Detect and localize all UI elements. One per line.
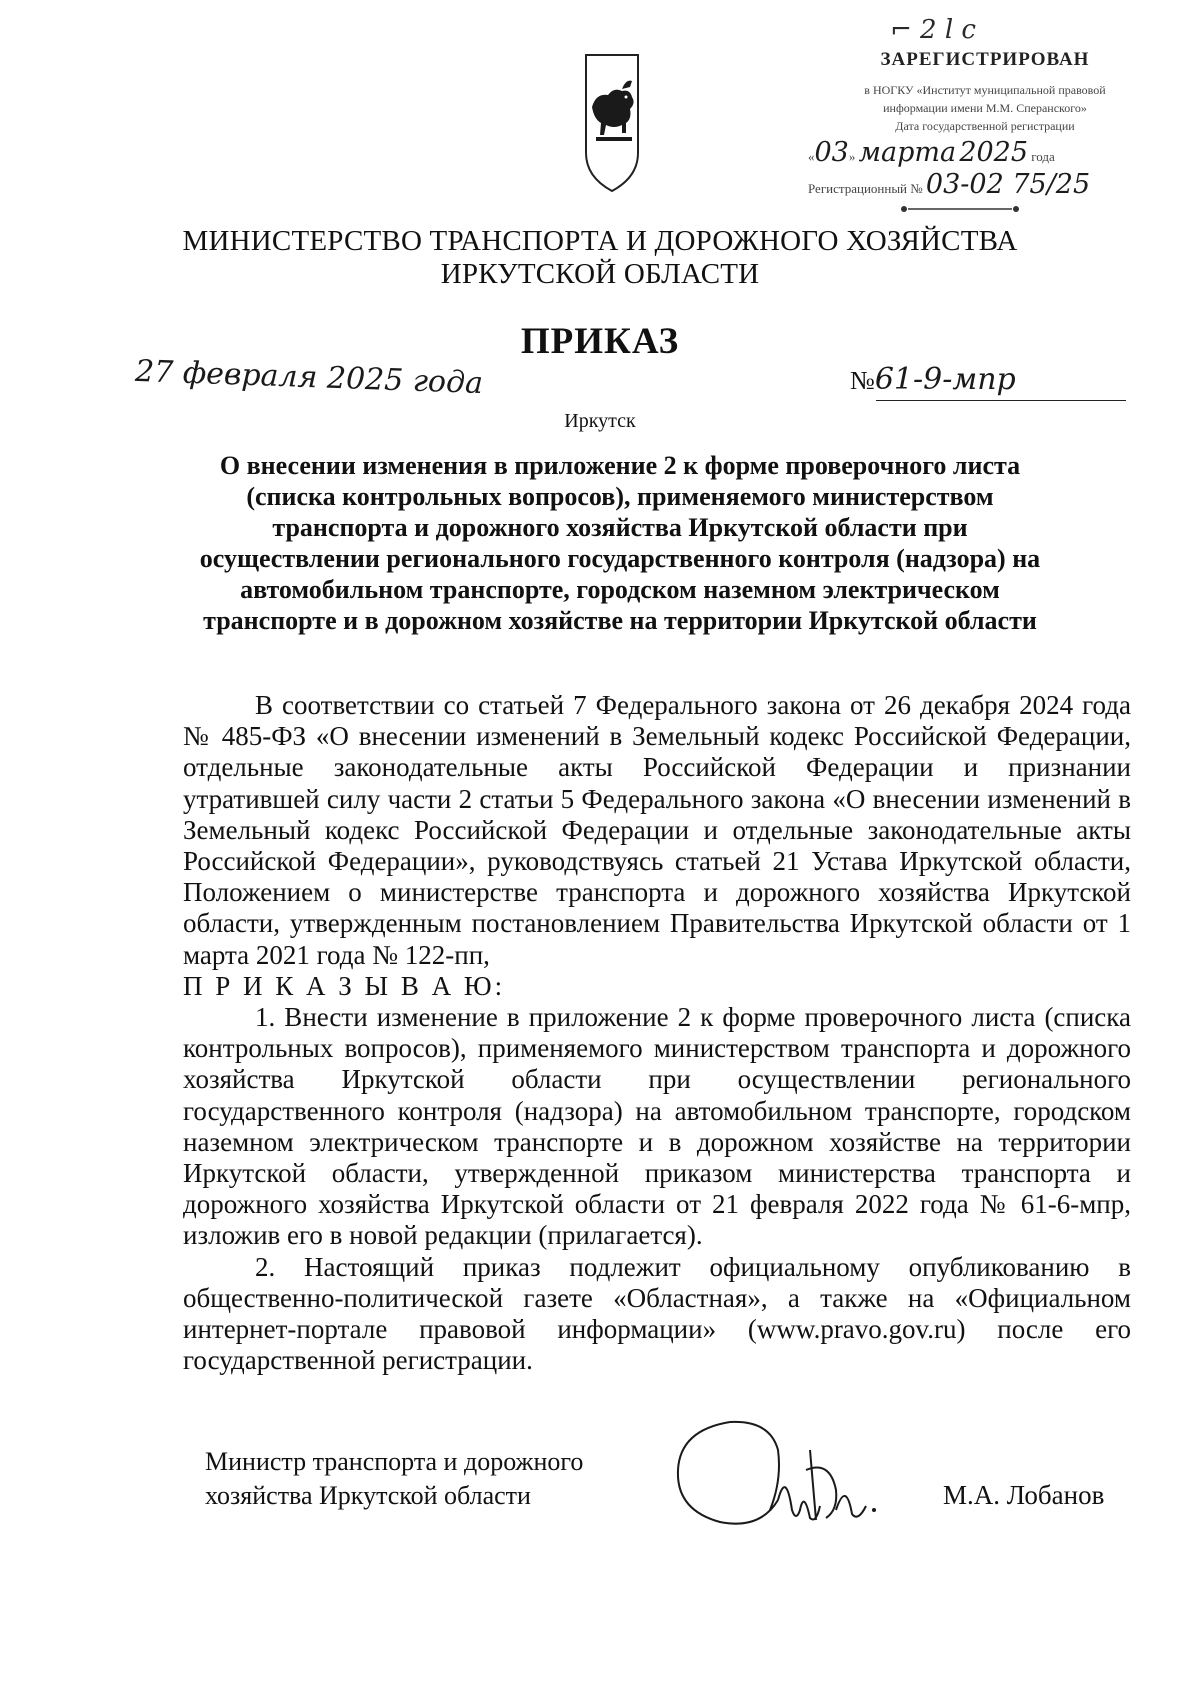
heading-line: осуществлении регионального государственного контроля (надзора) на [199, 544, 1041, 573]
document-type-title: ПРИКАЗ [520, 321, 680, 362]
stamp-date-close-quote: » [848, 149, 856, 164]
heading-line: транспорте и в дорожном хозяйстве на территории Иркутской области [203, 606, 1037, 635]
stamp-date-suffix: года [1031, 149, 1055, 164]
heading-line: автомобильном транспорте, городском наземном электрическом [240, 575, 1000, 604]
coat-of-arms-emblem [582, 45, 642, 195]
heading-line: транспорта и дорожного хозяйства Иркутской области при [272, 513, 968, 542]
order-heading [180, 450, 1060, 636]
ministry-name-line2: ИРКУТСКОЙ ОБЛАСТИ [440, 258, 760, 290]
order-number-prefix: № [850, 366, 875, 395]
stamp-reg-label: Регистрационный № [808, 181, 923, 196]
handwritten-signature [660, 1410, 930, 1535]
heading-line: (списка контрольных вопросов), применяемого министерством [246, 482, 994, 511]
signatory-position-line1: Министр транспорта и дорожного [205, 1447, 584, 1476]
heading-line: О внесении изменения в приложение 2 к форме проверочного листа [219, 451, 1021, 480]
order-date-handwritten: 27 февраля 2025 года [134, 353, 484, 402]
signatory-name: М.А. Лобанов [943, 1480, 1105, 1510]
order-item-1: 1. Внести изменение в приложение 2 к форме проверочного листа (списка контрольных вопросов), применяемого министерством транспорта и дорожного хозяйства Иркутской области при осуществлении регионального государственного контроля (надзора) на автомобильном транспорте, городском наземном электрическом транспорте и в дорожном хозяйстве на территории Иркутской области, утвержденной приказом министерства транспорта и дорожного хозяйства Иркутской области от 21 февраля 2022 года № 61-6-мпр, изложив его в новой редакции (прилагается). [183, 1002, 1131, 1251]
order-directive-word: П Р И К А З Ы В А Ю: [183, 970, 506, 1001]
stamp-date-label: Дата государственной регистрации [895, 119, 1075, 133]
stamp-date-month: марта [858, 137, 957, 168]
order-number [850, 362, 1130, 397]
stamp-registration-number [808, 169, 1170, 200]
ministry-name-line1: МИНИСТЕРСТВО ТРАНСПОРТА И ДОРОЖНОГО ХОЗЯЙСТВА [182, 225, 1018, 257]
signatory-position [205, 1445, 583, 1513]
stamp-date-year: 2025 [959, 137, 1029, 168]
stamp-institute-name-line: информации имени М.М. Сперанского» [883, 101, 1087, 115]
order-number-underline [876, 400, 1126, 401]
stamp-title: ЗАРЕГИСТРИРОВАН [880, 49, 1090, 70]
registration-stamp [800, 15, 1170, 215]
stamp-date-open-quote: « [808, 149, 815, 164]
order-item-2: 2. Настоящий приказ подлежит официальному опубликованию в общественно-политической газете «Областная», а также на «Официальном интернет-портале правовой информации» (www.pravo.gov.ru) после его государственной регистрации. [183, 1251, 1131, 1376]
signatory-position-line2: хозяйства Иркутской области [205, 1481, 531, 1510]
stamp-date-day: 03 [814, 137, 849, 168]
order-body [183, 690, 1131, 1376]
stamp-reg-number: 03-02 75/25 [925, 169, 1091, 200]
stamp-institute-line: в НОГКУ «Институт муниципальной правовой [864, 83, 1106, 97]
city-name: Иркутск [564, 410, 636, 432]
stamp-registration-date [808, 137, 1170, 168]
order-number-handwritten: 61-9-мпр [874, 362, 1016, 397]
stamp-bottom-divider [900, 205, 1020, 213]
stamp-scrawl: ⌐ 2 l c [890, 15, 976, 45]
preamble-paragraph: В соответствии со статьей 7 Федерального закона от 26 декабря 2024 года № 485-ФЗ «О внесении изменений в Земельный кодекс Российской Федерации, отдельные законодательные акты Российской Федерации и признании утратившей силу части 2 статьи 5 Федерального закона «О внесении изменений в Земельный кодекс Российской Федерации и отдельные законодательные акты Российской Федерации», руководствуясь статьей 21 Устава Иркутской области, Положением о министерстве транспорта и дорожного хозяйства Иркутской области, утвержденным постановлением Правительства Иркутской области от 1 марта 2021 года № 122-пп, [183, 690, 1131, 970]
